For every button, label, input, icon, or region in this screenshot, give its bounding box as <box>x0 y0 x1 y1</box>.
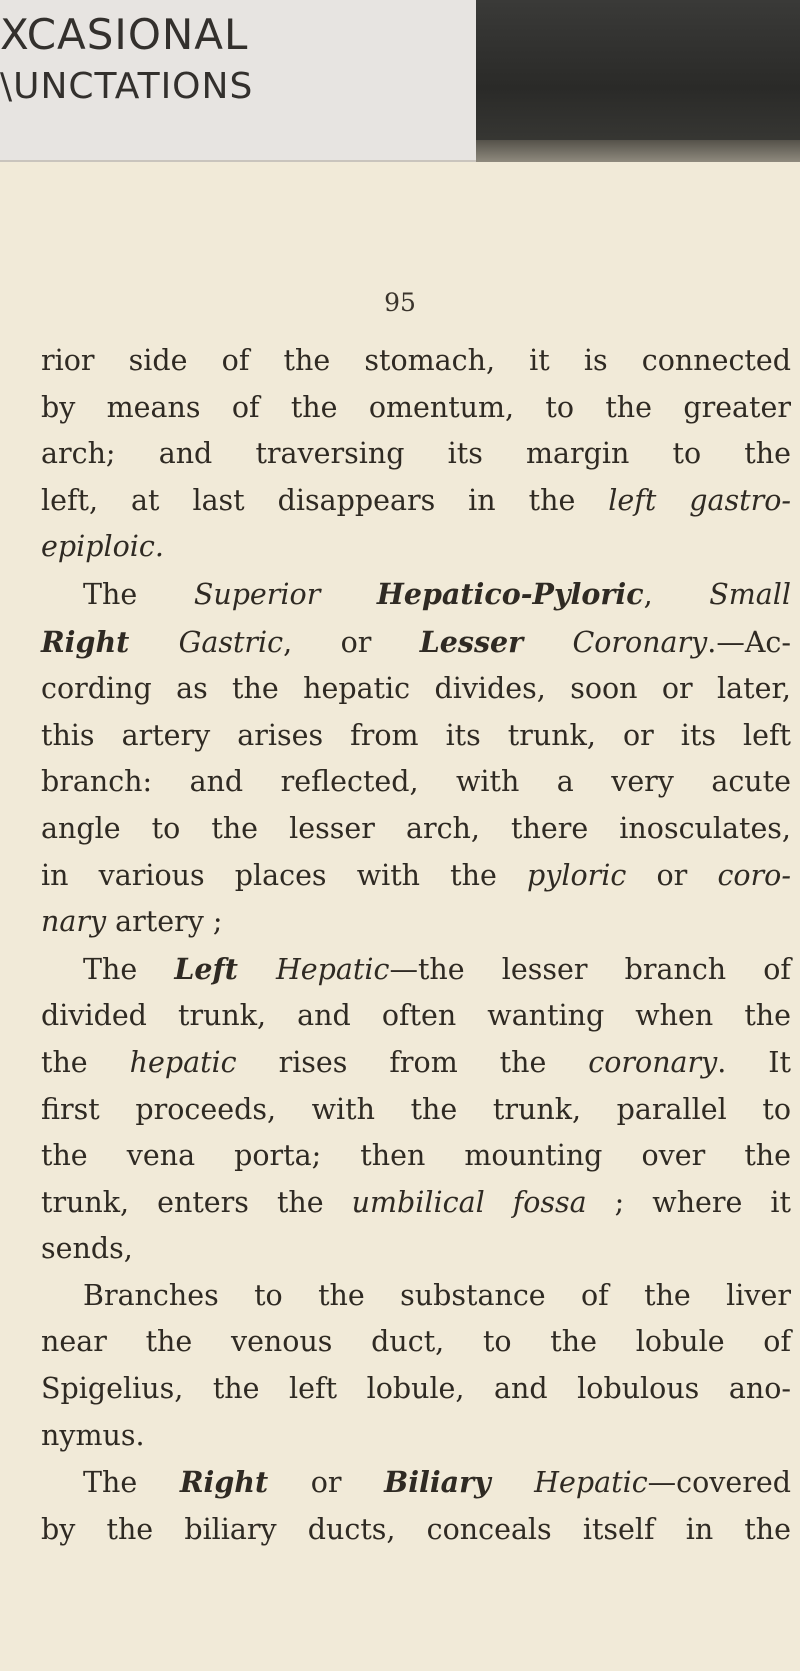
text-line <box>41 1040 791 1087</box>
emphasized-term: hepatic <box>129 1045 237 1079</box>
text-run: nymus. <box>41 1418 145 1452</box>
text-run: —covered <box>647 1466 791 1500</box>
text-line <box>41 338 791 385</box>
emphasized-term: Coronary <box>572 625 708 659</box>
emphasized-term: umbilical fossa <box>351 1185 587 1219</box>
text-run: cording as the hepatic divides, soon or later, <box>41 672 791 706</box>
emphasized-term: Lesser <box>419 624 573 659</box>
emphasized-term: epiploic. <box>41 530 164 564</box>
text-line <box>41 524 791 571</box>
text-line <box>41 1413 791 1460</box>
page-edge-shadow <box>476 140 800 162</box>
text-run: by the biliary ducts, conceals itself in the <box>41 1512 791 1546</box>
text-run: .—Ac- <box>707 625 791 659</box>
emphasized-term: Gastric <box>178 625 284 659</box>
text-run: The <box>83 577 194 611</box>
text-run: the <box>41 1045 130 1079</box>
text-line <box>41 1459 791 1507</box>
emphasized-term: Right <box>41 624 179 659</box>
emphasized-term: Biliary <box>384 1465 535 1500</box>
emphasized-term: Superior <box>193 577 377 611</box>
text-line <box>41 899 791 946</box>
text-run: Spigelius, the left lobule, and lobulous ano- <box>41 1372 791 1406</box>
text-line <box>41 1319 791 1366</box>
text-line <box>41 431 791 478</box>
emphasized-term: Right <box>179 1465 269 1500</box>
text-run: rises from the <box>236 1045 589 1079</box>
emphasized-term: coro- <box>717 858 791 892</box>
emphasized-term: Hepatic <box>275 952 390 986</box>
text-run: —the lesser branch of <box>389 952 791 986</box>
page-number: 95 <box>384 288 416 317</box>
label-line-2: \UNCTATIONS <box>0 66 254 107</box>
emphasized-term: Hepatic <box>534 1466 648 1500</box>
text-line <box>41 713 791 760</box>
text-line <box>41 571 791 619</box>
emphasized-term: Small <box>709 577 791 611</box>
text-run: sends, <box>41 1232 133 1266</box>
text-line <box>41 853 791 900</box>
text-run: trunk, enters the <box>41 1185 352 1219</box>
text-run: the vena porta; then mounting over the <box>41 1139 791 1173</box>
text-line <box>41 993 791 1040</box>
text-run: . It <box>717 1045 791 1079</box>
text-run: in various places with the <box>41 858 528 892</box>
text-line <box>41 385 791 432</box>
text-run: rior side of the stomach, it is connected <box>41 344 791 377</box>
emphasized-term: pyloric <box>527 858 627 892</box>
text-run: or <box>626 858 718 892</box>
text-line <box>41 666 791 713</box>
emphasized-term: Hepatico-Pyloric <box>376 576 644 611</box>
library-label-slip <box>0 0 478 162</box>
text-run: by means of the omentum, to the greater <box>41 390 791 424</box>
text-line <box>41 759 791 806</box>
text-line <box>41 1507 791 1554</box>
text-run: Branches to the substance of the liver <box>83 1278 791 1312</box>
text-run: this artery arises from its trunk, or its left <box>41 718 791 752</box>
text-run: , <box>643 577 710 611</box>
emphasized-term: nary <box>41 905 107 939</box>
text-line <box>41 1087 791 1134</box>
text-run: branch: and reflected, with a very acute <box>41 765 791 799</box>
dark-cover-area <box>476 0 800 160</box>
text-line <box>41 1273 791 1320</box>
text-run: left, at last disappears in the <box>41 483 609 517</box>
text-run: first proceeds, with the trunk, parallel to <box>41 1092 791 1126</box>
text-line <box>41 1133 791 1180</box>
text-line <box>41 806 791 853</box>
emphasized-term: left gastro- <box>608 483 791 517</box>
body-text <box>41 338 791 1553</box>
text-run: near the venous duct, to the lobule of <box>41 1325 791 1359</box>
emphasized-term: coronary <box>588 1045 718 1079</box>
text-run: divided trunk, and often wanting when the <box>41 999 791 1033</box>
text-run: angle to the lesser arch, there inosculates, <box>41 811 791 845</box>
text-run: The <box>83 952 175 986</box>
text-run: ; where it <box>586 1185 791 1219</box>
text-run: The <box>83 1466 180 1500</box>
text-line <box>41 478 791 525</box>
text-line <box>41 1366 791 1413</box>
text-line <box>41 1180 791 1227</box>
emphasized-term: Left <box>174 951 276 986</box>
text-line <box>41 619 791 667</box>
text-run: , or <box>283 625 420 659</box>
text-run: arch; and traversing its margin to the <box>41 437 791 471</box>
label-line-1: XCASIONAL <box>0 10 249 59</box>
top-strip <box>0 0 800 165</box>
text-line <box>41 1226 791 1273</box>
text-line <box>41 946 791 994</box>
text-run: artery ; <box>106 905 223 939</box>
text-run: or <box>268 1466 385 1500</box>
